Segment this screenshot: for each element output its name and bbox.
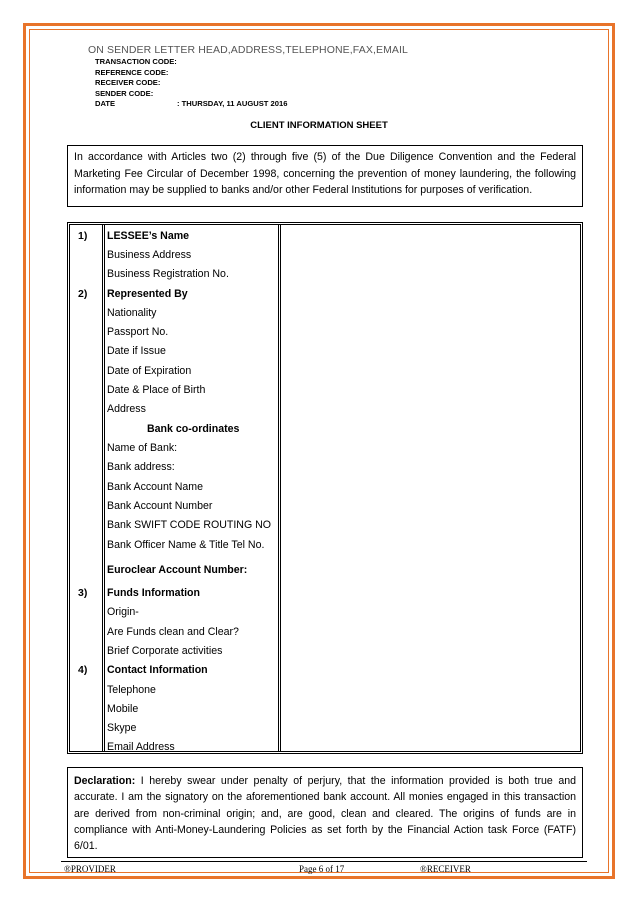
mobile-label: Mobile	[107, 703, 139, 715]
section-number-3: 3)	[78, 587, 88, 599]
footer-provider: ®PROVIDER	[64, 864, 116, 874]
reference-code-label: REFERENCE CODE:	[95, 67, 169, 77]
bank-account-number-label: Bank Account Number	[107, 500, 213, 512]
intro-box: In accordance with Articles two (2) through five (5) of the Due Diligence Convention and the Federal Marketing Fee Circular of December 1998, concerning the prevention of money laundering, the following information may be supplied to banks and/or other Federal Institutions for purposes of verification.	[67, 145, 583, 207]
receiver-code-label: RECEIVER CODE:	[95, 78, 161, 87]
bank-account-name-label: Bank Account Name	[107, 481, 203, 493]
letterhead-line: ON SENDER LETTER HEAD,ADDRESS,TELEPHONE,FAX,EMAIL	[88, 44, 408, 56]
bank-swift-label: Bank SWIFT CODE ROUTING NO	[107, 519, 272, 531]
business-address-label: Business Address	[107, 249, 192, 261]
funds-information-label: Funds Information	[107, 587, 200, 599]
declaration-label: Declaration:	[74, 775, 136, 787]
nationality-label: Nationality	[107, 307, 157, 319]
date-value: : THURSDAY, 11 AUGUST 2016	[177, 99, 288, 108]
declaration-text: I hereby swear under penalty of perjury, that the information provided is both true and accurate. I am the signatory on the aforementioned bank account. All monies engaged in this transaction are derived from non-criminal origin; and, are good, clean and cleared. The origins of funds are in compliance with Anti-Money-Laundering Policies as set forth by the Financial Action task Force (FATF) 6/01.	[74, 775, 576, 853]
number-column-divider	[102, 225, 105, 751]
bank-address-label: Bank address:	[107, 461, 175, 473]
declaration-box	[67, 767, 583, 858]
bank-name-label: Name of Bank:	[107, 442, 178, 454]
section-number-1: 1)	[78, 230, 88, 242]
date-label: DATE	[95, 99, 116, 108]
page-number: Page 6 of 17	[299, 864, 345, 874]
passport-no-label: Passport No.	[107, 326, 169, 338]
skype-label: Skype	[107, 722, 137, 734]
contact-information-label: Contact Information	[107, 664, 208, 676]
bank-officer-label: Bank Officer Name & Title Tel No.	[107, 539, 265, 551]
page-title: CLIENT INFORMATION SHEET	[250, 120, 388, 131]
bank-coordinates-heading: Bank co-ordinates	[147, 423, 240, 435]
client-info-table	[67, 222, 583, 754]
date-row	[95, 99, 288, 110]
address-label: Address	[107, 403, 146, 415]
origin-label: Origin-	[107, 606, 139, 618]
date-place-of-birth-label: Date & Place of Birth	[107, 384, 206, 396]
date-of-expiration-label: Date of Expiration	[107, 365, 192, 377]
corporate-activities-label: Brief Corporate activities	[107, 645, 223, 657]
field-column-divider	[278, 225, 281, 751]
header-codes	[95, 57, 288, 110]
email-address-label: Email Address	[107, 741, 175, 753]
date-of-issue-label: Date if Issue	[107, 345, 166, 357]
footer-divider	[61, 861, 587, 862]
section-number-4: 4)	[78, 664, 88, 676]
represented-by-label: Represented By	[107, 288, 188, 300]
section-number-2: 2)	[78, 288, 88, 300]
footer-receiver: ®RECEIVER	[420, 864, 471, 874]
sender-code-label: SENDER CODE:	[95, 88, 154, 98]
funds-clean-label: Are Funds clean and Clear?	[107, 626, 239, 638]
telephone-label: Telephone	[107, 684, 156, 696]
euroclear-label: Euroclear Account Number:	[107, 564, 248, 576]
business-registration-label: Business Registration No.	[107, 268, 229, 280]
transaction-code-label: TRANSACTION CODE:	[95, 57, 177, 66]
lessee-name-label: LESSEE’s Name	[107, 230, 190, 242]
